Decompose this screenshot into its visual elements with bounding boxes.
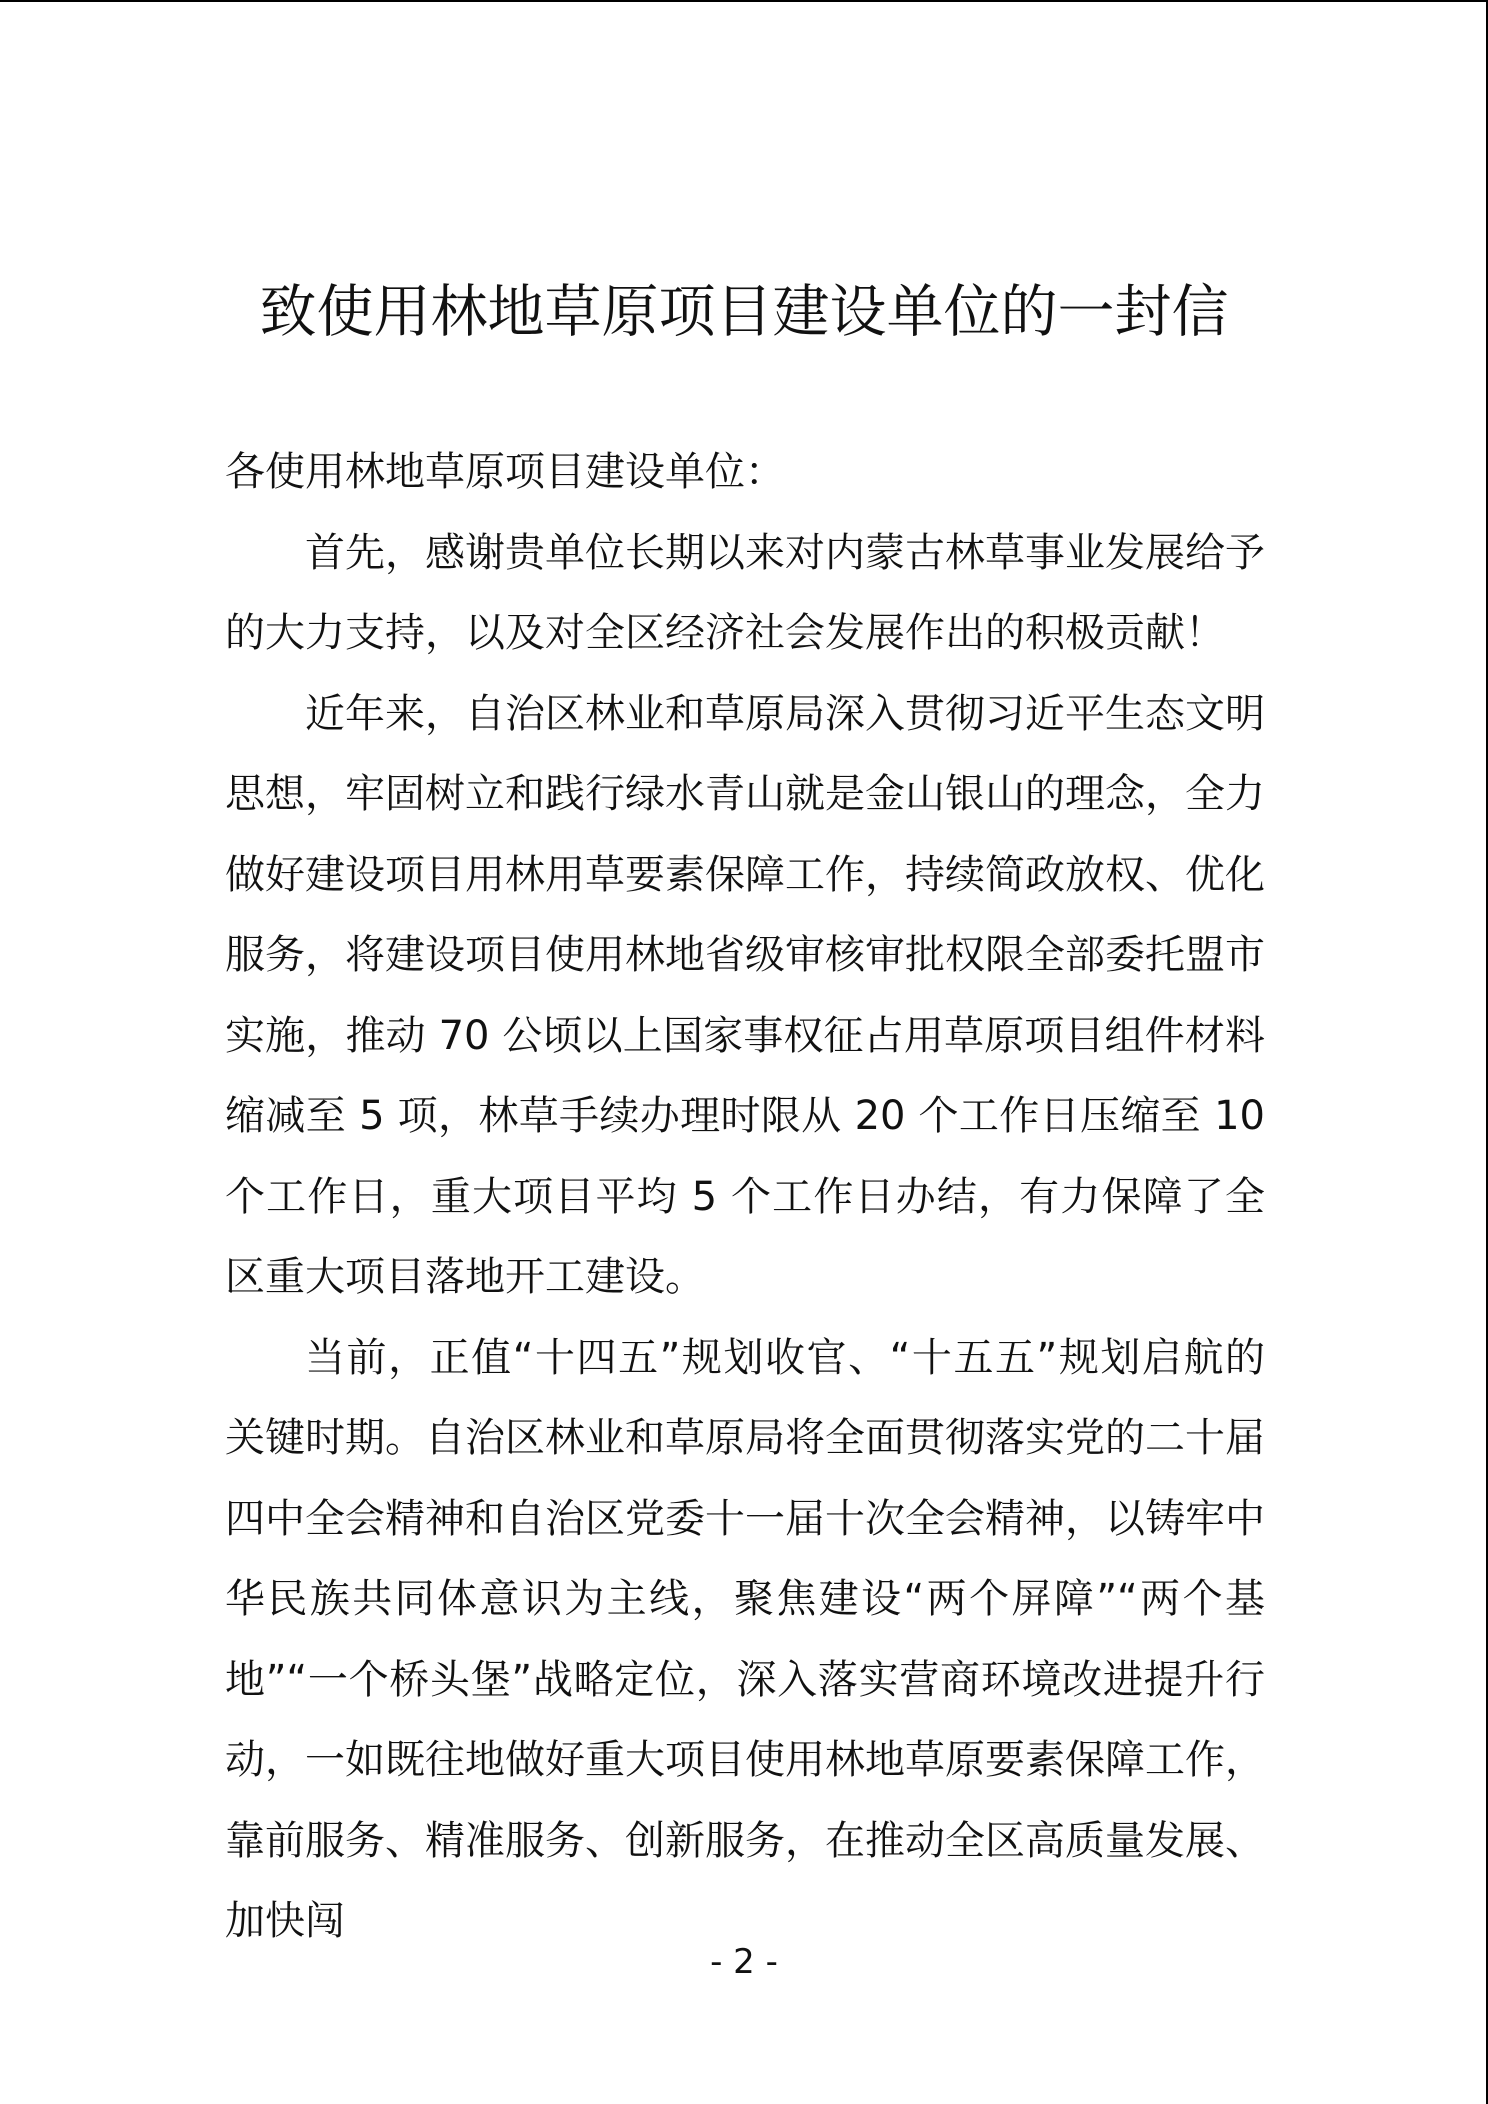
document-title: 致使用林地草原项目建设单位的一封信	[259, 279, 1229, 345]
page-number: - 2 -	[710, 1942, 778, 1982]
letter-body	[225, 432, 1265, 1962]
salutation: 各使用林地草原项目建设单位：	[225, 449, 785, 495]
paragraph-1: 首先，感谢贵单位长期以来对内蒙古林草事业发展给予的大力支持，以及对全区经济社会发展作出的积极贡献！	[225, 529, 1265, 656]
paragraph-3: 当前，正值“十四五”规划收官、“十五五”规划启航的关键时期。自治区林业和草原局将全面贯彻落实党的二十届四中全会精神和自治区党委十一届十次全会精神，以铸牢中华民族共同体意识为主线，聚焦建设“两个屏障”“两个基地”“一个桥头堡”战略定位，深入落实营商环境改进提升行动，一如既往地做好重大项目使用林地草原要素保障工作，靠前服务、精准服务、创新服务，在推动全区高质量发展、加快闯	[225, 1334, 1265, 1944]
paragraph-2: 近年来，自治区林业和草原局深入贯彻习近平生态文明思想，牢固树立和践行绿水青山就是金山银山的理念，全力做好建设项目用林用草要素保障工作，持续简政放权、优化服务，将建设项目使用林地省级审核审批权限全部委托盟市实施，推动 70 公顷以上国家事权征占用草原项目组件材料缩减至 5 项，林草手续办理时限从 20 个工作日压缩至 10 个工作日，重大项目平均 5 个工作日办结，有力保障了全区重大项目落地开工建设。	[225, 690, 1265, 1300]
